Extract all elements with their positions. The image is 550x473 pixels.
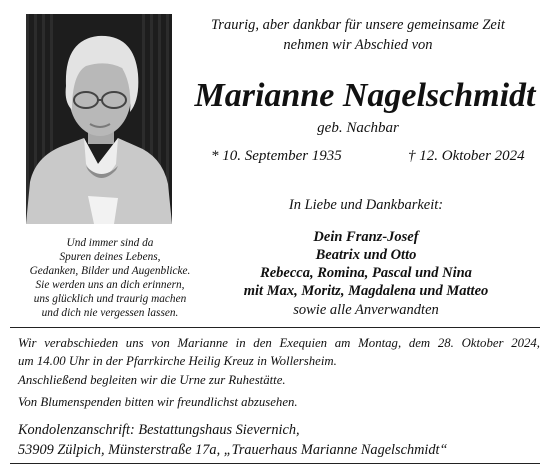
birth-date: * 10. September 1935 xyxy=(211,148,342,164)
poem-line: Gedanken, Bilder und Augenblicke. xyxy=(29,265,191,277)
ceremony-line-1: Wir verabschieden uns von Marianne in den Exequien am Montag, dem 28. Oktober 2024, xyxy=(18,336,540,350)
memorial-poem xyxy=(10,236,210,320)
relatives-line: sowie alle Anverwandten xyxy=(293,302,439,318)
portrait-photo xyxy=(26,14,172,224)
family-line: Beatrix und Otto xyxy=(315,247,417,263)
maiden-name: geb. Nachbar xyxy=(317,120,399,136)
family-line: Rebecca, Romina, Pascal und Nina xyxy=(260,265,472,281)
condolence-line-2: 53909 Zülpich, Münsterstraße 17a, „Trauerhaus Marianne Nagelschmidt“ xyxy=(18,442,448,458)
poem-line: Sie werden uns an dich erinnern, xyxy=(35,279,185,291)
divider-bottom xyxy=(10,463,540,464)
flowers-note: Von Blumenspenden bitten wir freundlichst abzusehen. xyxy=(18,395,298,409)
poem-line: uns glücklich und traurig machen xyxy=(33,293,187,305)
urn-note: Anschließend begleiten wir die Urne zur Ruhestätte. xyxy=(18,373,286,387)
poem-line: Und immer sind da xyxy=(66,237,154,249)
ceremony-info xyxy=(18,334,540,370)
deceased-name: Marianne Nagelschmidt xyxy=(194,77,536,114)
poem-line: und dich nie vergessen lassen. xyxy=(41,307,179,319)
poem-line: Spuren deines Lebens, xyxy=(59,251,161,263)
family-list xyxy=(188,228,544,300)
ceremony-line-2: um 14.00 Uhr in der Pfarrkirche Heilig Kreuz in Wollersheim. xyxy=(18,354,337,368)
divider-top xyxy=(10,327,540,328)
gratitude-line: In Liebe und Dankbarkeit: xyxy=(288,197,444,213)
death-date: † 12. Oktober 2024 xyxy=(408,148,525,164)
family-line: mit Max, Moritz, Magdalena und Matteo xyxy=(243,283,489,299)
intro-line-2: nehmen wir Abschied von xyxy=(283,37,433,53)
family-line: Dein Franz-Josef xyxy=(313,229,419,245)
intro-text xyxy=(188,15,528,55)
intro-line-1: Traurig, aber dankbar für unsere gemeinsame Zeit xyxy=(211,17,505,33)
condolence-address xyxy=(18,420,447,460)
condolence-line-1: Kondolenzanschrift: Bestattungshaus Sievernich, xyxy=(18,422,300,438)
